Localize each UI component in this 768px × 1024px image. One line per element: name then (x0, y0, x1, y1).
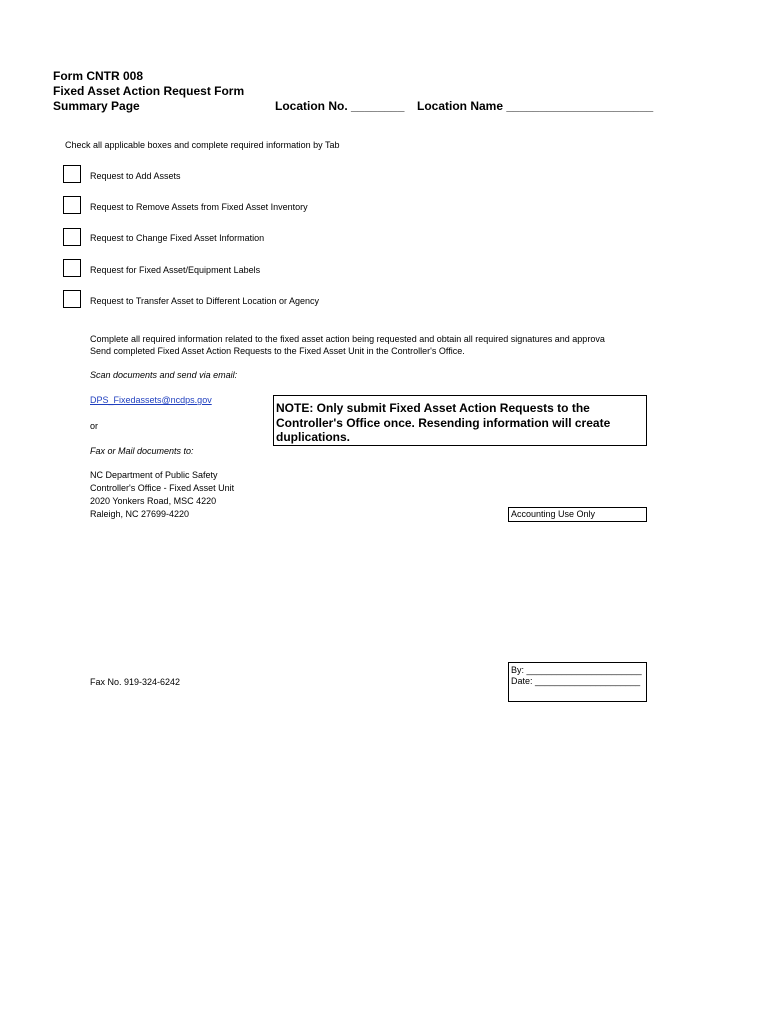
form-title: Fixed Asset Action Request Form (53, 84, 245, 98)
fax-number: Fax No. 919-324-6242 (90, 677, 181, 687)
checkbox-change-info[interactable] (63, 228, 81, 246)
address-line-3: 2020 Yonkers Road, MSC 4220 (90, 496, 217, 506)
signature-box (508, 662, 647, 702)
complete-instructions-line-2: Send completed Fixed Asset Action Requests to the Fixed Asset Unit in the Controller's Office. (90, 346, 465, 356)
email-link[interactable]: DPS_Fixedassets@ncdps.gov (90, 395, 212, 405)
checkbox-labels[interactable] (63, 259, 81, 277)
form-number: Form CNTR 008 (53, 69, 144, 83)
option-remove-assets-label: Request to Remove Assets from Fixed Asset Inventory (90, 202, 308, 212)
location-no-field[interactable]: Location No. ________ (275, 99, 405, 113)
complete-instructions-line-1: Complete all required information related to the fixed asset action being requested and obtain all required signatures and approva (90, 334, 605, 344)
option-labels-label: Request for Fixed Asset/Equipment Labels (90, 265, 261, 275)
note-box: NOTE: Only submit Fixed Asset Action Requests to the Controller's Office once. Resending information will create duplications. (273, 395, 647, 446)
instruction-text: Check all applicable boxes and complete required information by Tab (65, 140, 340, 150)
page-name: Summary Page (53, 99, 140, 113)
checkbox-transfer-asset[interactable] (63, 290, 81, 308)
option-transfer-asset-label: Request to Transfer Asset to Different Location or Agency (90, 296, 319, 306)
option-add-assets-label: Request to Add Assets (90, 171, 181, 181)
accounting-use-box: Accounting Use Only (508, 507, 647, 522)
scan-label: Scan documents and send via email: (90, 370, 238, 380)
address-line-4: Raleigh, NC 27699-4220 (90, 509, 190, 519)
checkbox-remove-assets[interactable] (63, 196, 81, 214)
date-field[interactable]: Date: _____________________ (511, 676, 641, 686)
by-field[interactable]: By: _______________________ (511, 665, 642, 675)
location-name-field[interactable]: Location Name ______________________ (417, 99, 654, 113)
fax-mail-label: Fax or Mail documents to: (90, 446, 194, 456)
address-line-2: Controller's Office - Fixed Asset Unit (90, 483, 235, 493)
checkbox-add-assets[interactable] (63, 165, 81, 183)
address-line-1: NC Department of Public Safety (90, 470, 218, 480)
or-text: or (90, 421, 99, 431)
option-change-info-label: Request to Change Fixed Asset Information (90, 233, 265, 243)
